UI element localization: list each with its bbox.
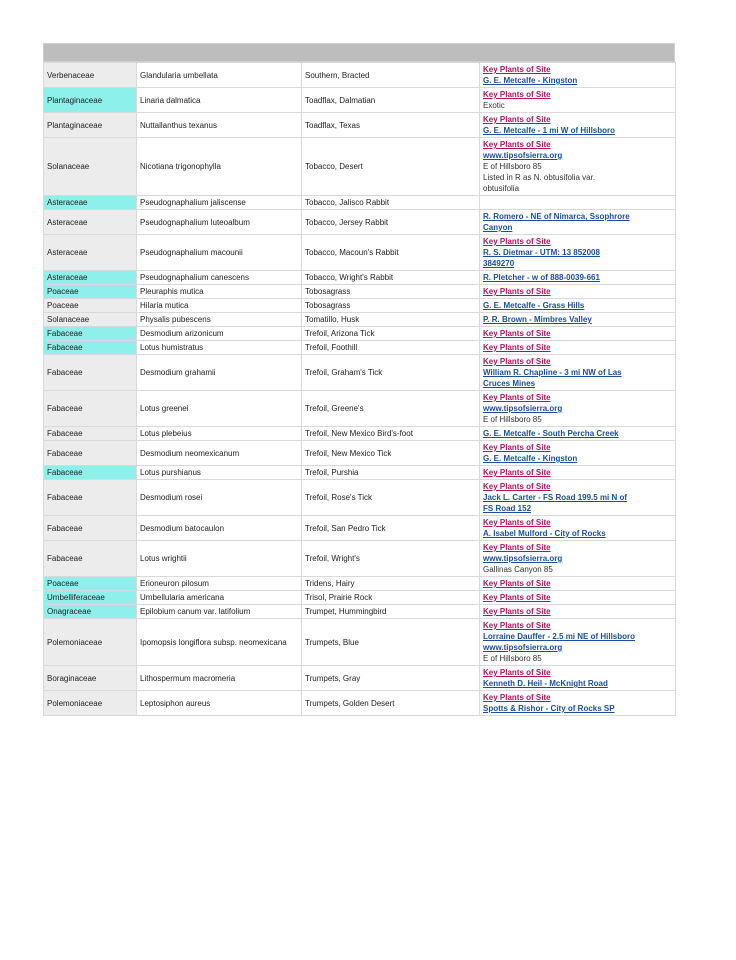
table-row	[44, 577, 676, 591]
common-name-cell: Tobacco, Wright's Rabbit	[302, 271, 480, 285]
species-cell: Nuttallanthus texanus	[137, 113, 302, 138]
table-row	[44, 235, 676, 271]
family-cell: Boraginaceae	[44, 666, 137, 691]
family-cell: Fabaceae	[44, 355, 137, 391]
species-cell: Lotus purshianus	[137, 466, 302, 480]
reference-link[interactable]: Key Plants of Site	[483, 443, 551, 452]
reference-cell	[480, 271, 676, 285]
reference-link[interactable]: Key Plants of Site	[483, 543, 551, 552]
reference-link[interactable]: A. Isabel Mulford - City of Rocks	[483, 529, 606, 538]
reference-link[interactable]: Jack L. Carter - FS Road 199.5 mi N of	[483, 493, 628, 502]
reference-cell	[480, 605, 676, 619]
common-name-cell: Trefoil, Wright's	[302, 541, 480, 577]
family-cell: Asteraceae	[44, 271, 137, 285]
table-row	[44, 313, 676, 327]
reference-note: E of Hillsboro 85	[483, 162, 542, 171]
reference-link[interactable]: Canyon	[483, 223, 513, 232]
reference-cell	[480, 341, 676, 355]
table-row	[44, 63, 676, 88]
reference-cell	[480, 63, 676, 88]
table-row	[44, 271, 676, 285]
family-cell: Solanaceae	[44, 313, 137, 327]
reference-note: Listed in R as N. obtusifolia var.	[483, 173, 596, 182]
family-cell: Verbenaceae	[44, 63, 137, 88]
common-name-cell: Trefoil, Arizona Tick	[302, 327, 480, 341]
reference-cell	[480, 466, 676, 480]
species-cell: Epilobium canum var. latifolium	[137, 605, 302, 619]
species-cell: Leptosiphon aureus	[137, 691, 302, 716]
reference-cell	[480, 516, 676, 541]
reference-link[interactable]: G. E. Metcalfe - Kingston	[483, 76, 578, 85]
family-cell: Fabaceae	[44, 466, 137, 480]
common-name-cell: Tobacco, Jersey Rabbit	[302, 210, 480, 235]
reference-link[interactable]: Spotts & Rishor - City of Rocks SP	[483, 704, 615, 713]
common-name-cell: Tobacco, Desert	[302, 138, 480, 196]
reference-cell	[480, 619, 676, 666]
table-row	[44, 691, 676, 716]
common-name-cell: Trefoil, Purshia	[302, 466, 480, 480]
common-name-cell: Trumpets, Blue	[302, 619, 480, 666]
common-name-cell: Toadflax, Dalmatian	[302, 88, 480, 113]
common-name-cell: Tobacco, Jalisco Rabbit	[302, 196, 480, 210]
species-cell: Pseudognaphalium luteoalbum	[137, 210, 302, 235]
common-name-cell: Trumpets, Golden Desert	[302, 691, 480, 716]
common-name-cell: Trisol, Prairie Rock	[302, 591, 480, 605]
reference-link[interactable]: R. Romero - NE of Nimarca, Ssophrore	[483, 212, 630, 221]
species-cell: Pseudognaphalium jaliscense	[137, 196, 302, 210]
table-body	[44, 63, 676, 716]
reference-link[interactable]: Key Plants of Site	[483, 621, 551, 630]
table-row	[44, 210, 676, 235]
reference-cell	[480, 210, 676, 235]
species-cell: Physalis pubescens	[137, 313, 302, 327]
species-cell: Desmodium neomexicanum	[137, 441, 302, 466]
reference-cell	[480, 113, 676, 138]
reference-link[interactable]: Key Plants of Site	[483, 329, 551, 338]
species-cell: Umbellularia americana	[137, 591, 302, 605]
species-cell: Desmodium arizonicum	[137, 327, 302, 341]
family-cell: Fabaceae	[44, 541, 137, 577]
reference-link[interactable]: 3849270	[483, 259, 515, 268]
species-cell: Linaria dalmatica	[137, 88, 302, 113]
common-name-cell: Toadflax, Texas	[302, 113, 480, 138]
family-cell: Umbelliferaceae	[44, 591, 137, 605]
common-name-cell: Trefoil, Foothill	[302, 341, 480, 355]
common-name-cell: Trumpet, Hummingbird	[302, 605, 480, 619]
table-row	[44, 666, 676, 691]
reference-link[interactable]: Key Plants of Site	[483, 668, 551, 677]
table-row	[44, 591, 676, 605]
species-cell: Pleuraphis mutica	[137, 285, 302, 299]
reference-link[interactable]: R. Pletcher - w of 888-0039-661	[483, 273, 600, 282]
family-cell: Asteraceae	[44, 210, 137, 235]
species-cell: Nicotiana trigonophylla	[137, 138, 302, 196]
family-cell: Poaceae	[44, 577, 137, 591]
family-cell: Fabaceae	[44, 480, 137, 516]
reference-note: obtusifolia	[483, 184, 520, 193]
reference-note: E of Hillsboro 85	[483, 654, 542, 663]
species-cell: Pseudognaphalium canescens	[137, 271, 302, 285]
table-row	[44, 427, 676, 441]
reference-link[interactable]: Key Plants of Site	[483, 468, 551, 477]
table-row	[44, 480, 676, 516]
species-cell: Erioneuron pilosum	[137, 577, 302, 591]
common-name-cell: Trefoil, Rose's Tick	[302, 480, 480, 516]
species-cell: Lotus wrightii	[137, 541, 302, 577]
family-cell: Fabaceae	[44, 516, 137, 541]
table-row	[44, 441, 676, 466]
species-cell: Lotus humistratus	[137, 341, 302, 355]
table-row	[44, 196, 676, 210]
family-cell: Fabaceae	[44, 327, 137, 341]
reference-link[interactable]: Kenneth D. Heil - McKnight Road	[483, 679, 608, 688]
species-cell: Glandularia umbellata	[137, 63, 302, 88]
table-row	[44, 355, 676, 391]
family-cell: Plantaginaceae	[44, 88, 137, 113]
table-row	[44, 391, 676, 427]
species-cell: Lotus greenei	[137, 391, 302, 427]
family-cell: Polemoniaceae	[44, 619, 137, 666]
family-cell: Polemoniaceae	[44, 691, 137, 716]
reference-cell	[480, 285, 676, 299]
reference-link[interactable]: Key Plants of Site	[483, 593, 551, 602]
reference-note: Gallinas Canyon 85	[483, 565, 553, 574]
reference-link[interactable]: Key Plants of Site	[483, 115, 551, 124]
header-bar	[43, 43, 675, 62]
common-name-cell: Trumpets, Gray	[302, 666, 480, 691]
family-cell: Fabaceae	[44, 441, 137, 466]
reference-cell	[480, 299, 676, 313]
common-name-cell: Trefoil, Graham's Tick	[302, 355, 480, 391]
common-name-cell: Tridens, Hairy	[302, 577, 480, 591]
reference-link[interactable]: www.tipsofsierra.org	[483, 554, 563, 563]
common-name-cell: Trefoil, New Mexico Bird's-foot	[302, 427, 480, 441]
family-cell: Asteraceae	[44, 196, 137, 210]
species-sheet	[43, 43, 675, 716]
table-row	[44, 299, 676, 313]
table-row	[44, 541, 676, 577]
reference-link[interactable]: Key Plants of Site	[483, 393, 551, 402]
reference-cell	[480, 691, 676, 716]
family-cell: Plantaginaceae	[44, 113, 137, 138]
species-cell: Ipomopsis longiflora subsp. neomexicana	[137, 619, 302, 666]
reference-link[interactable]: G. E. Metcalfe - Kingston	[483, 454, 578, 463]
reference-link[interactable]: Key Plants of Site	[483, 579, 551, 588]
family-cell: Asteraceae	[44, 235, 137, 271]
family-cell: Solanaceae	[44, 138, 137, 196]
species-cell: Desmodium batocaulon	[137, 516, 302, 541]
reference-link[interactable]: www.tipsofsierra.org	[483, 151, 563, 160]
reference-cell	[480, 196, 676, 210]
reference-cell	[480, 391, 676, 427]
reference-link[interactable]: Key Plants of Site	[483, 140, 551, 149]
common-name-cell: Trefoil, San Pedro Tick	[302, 516, 480, 541]
common-name-cell: Trefoil, Greene's	[302, 391, 480, 427]
species-cell: Hilaria mutica	[137, 299, 302, 313]
species-cell: Pseudognaphalium macounii	[137, 235, 302, 271]
reference-cell	[480, 235, 676, 271]
reference-cell	[480, 427, 676, 441]
table-row	[44, 619, 676, 666]
reference-cell	[480, 88, 676, 113]
table-row	[44, 605, 676, 619]
table-row	[44, 113, 676, 138]
reference-link[interactable]: Key Plants of Site	[483, 90, 551, 99]
reference-link[interactable]: Lorraine Dauffer - 2.5 mi NE of Hillsboro	[483, 632, 636, 641]
reference-link[interactable]: Key Plants of Site	[483, 607, 551, 616]
reference-cell	[480, 327, 676, 341]
reference-link[interactable]: G. E. Metcalfe - Grass Hills	[483, 301, 585, 310]
reference-link[interactable]: Key Plants of Site	[483, 357, 551, 366]
species-cell: Desmodium grahamii	[137, 355, 302, 391]
reference-link[interactable]: FS Road 152	[483, 504, 532, 513]
family-cell: Fabaceae	[44, 427, 137, 441]
reference-note: E of Hillsboro 85	[483, 415, 542, 424]
table-row	[44, 516, 676, 541]
reference-cell	[480, 355, 676, 391]
reference-note: Exotic	[483, 101, 505, 110]
table-row	[44, 138, 676, 196]
species-cell: Lithospermum macromeria	[137, 666, 302, 691]
reference-cell	[480, 480, 676, 516]
reference-link[interactable]: Key Plants of Site	[483, 343, 551, 352]
reference-link[interactable]: Key Plants of Site	[483, 287, 551, 296]
reference-link[interactable]: Key Plants of Site	[483, 65, 551, 74]
family-cell: Onagraceae	[44, 605, 137, 619]
species-cell: Lotus plebeius	[137, 427, 302, 441]
table-row	[44, 327, 676, 341]
table-row	[44, 341, 676, 355]
family-cell: Fabaceae	[44, 391, 137, 427]
reference-cell	[480, 441, 676, 466]
reference-cell	[480, 666, 676, 691]
common-name-cell: Tomatillo, Husk	[302, 313, 480, 327]
table-row	[44, 466, 676, 480]
reference-cell	[480, 313, 676, 327]
reference-link[interactable]: Key Plants of Site	[483, 237, 551, 246]
common-name-cell: Southern, Bracted	[302, 63, 480, 88]
reference-cell	[480, 541, 676, 577]
common-name-cell: Tobosagrass	[302, 299, 480, 313]
reference-link[interactable]: Key Plants of Site	[483, 518, 551, 527]
reference-link[interactable]: G. E. Metcalfe - 1 mi W of Hillsboro	[483, 126, 616, 135]
species-cell: Desmodium rosei	[137, 480, 302, 516]
reference-link[interactable]: Key Plants of Site	[483, 693, 551, 702]
reference-link[interactable]: G. E. Metcalfe - South Percha Creek	[483, 429, 619, 438]
table-row	[44, 88, 676, 113]
reference-cell	[480, 577, 676, 591]
family-cell: Poaceae	[44, 285, 137, 299]
reference-link[interactable]: www.tipsofsierra.org	[483, 643, 563, 652]
table-row	[44, 285, 676, 299]
reference-link[interactable]: P. R. Brown - Mimbres Valley	[483, 315, 592, 324]
reference-link[interactable]: Cruces Mines	[483, 379, 536, 388]
common-name-cell: Tobosagrass	[302, 285, 480, 299]
reference-link[interactable]: www.tipsofsierra.org	[483, 404, 563, 413]
reference-link[interactable]: Key Plants of Site	[483, 482, 551, 491]
family-cell: Poaceae	[44, 299, 137, 313]
reference-cell	[480, 591, 676, 605]
reference-link[interactable]: William R. Chapline - 3 mi NW of Las	[483, 368, 622, 377]
reference-cell	[480, 138, 676, 196]
common-name-cell: Trefoil, New Mexico Tick	[302, 441, 480, 466]
reference-link[interactable]: R. S. Dietmar - UTM: 13 852008	[483, 248, 600, 257]
species-table	[43, 62, 676, 716]
common-name-cell: Tobacco, Macoun's Rabbit	[302, 235, 480, 271]
family-cell: Fabaceae	[44, 341, 137, 355]
